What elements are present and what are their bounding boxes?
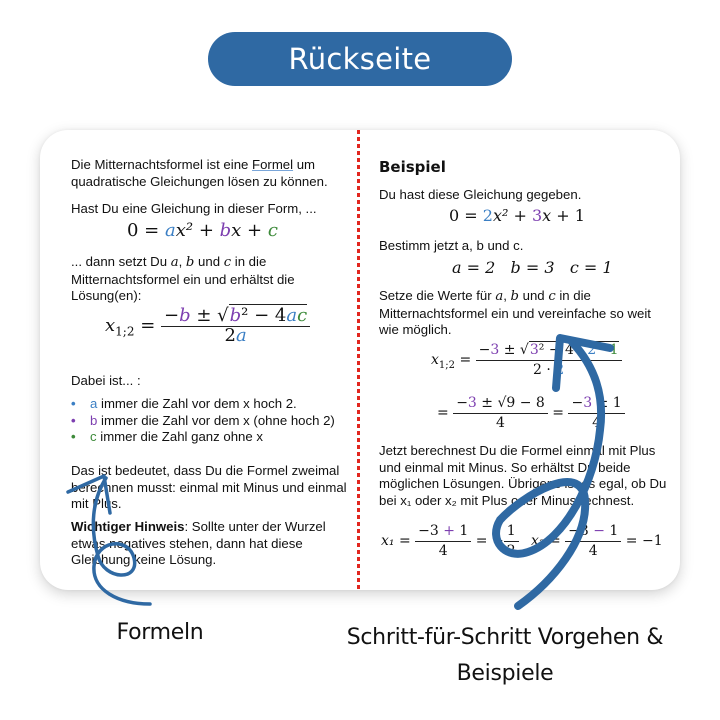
explain-text: Jetzt berechnest Du die Formel einmal mit Plus und einmal mit Minus. So erhältst Du beide möglichen Lösungen. Übrigens ist es egal, ob Du bei x₁ oder x₂ mit Plus oder Minus rechnest.	[379, 443, 667, 508]
list-item-b: • b immer die Zahl vor dem x (ohne hoch 2)	[71, 412, 335, 428]
example-equation: 0 = 2x² + 3x + 1	[449, 206, 585, 225]
insert-text: ... dann setzt Du a, b und c in die Mitternachtsformel ein und erhältst die Lösung(en):	[71, 254, 295, 303]
example-heading: Beispiel	[379, 158, 446, 176]
variable-list	[71, 396, 351, 446]
caption-formeln: Formeln	[116, 620, 204, 645]
twice-text: Das ist bedeutet, dass Du die Formel zweimal berechnen musst: einmal mit Minus und einmal mit Plus.	[71, 463, 347, 511]
caption-schritt-fuer-schritt: Schritt-für-Schritt Vorgehen & Beispiele	[346, 625, 664, 686]
quadratic-formula: $x_{1;2}$ = $\frac{\text{−b ± √b² − 4ac}}{2a}$	[105, 308, 310, 344]
list-item-a: • a immer die Zahl vor dem x hoch 2.	[71, 396, 297, 411]
flashcard-back	[40, 130, 680, 590]
substitute-text: Setze die Werte für a, b und c in die Mitternachtsformel ein und vereinfache so weit wie möglich.	[379, 288, 651, 337]
formel-link[interactable]: Formel	[252, 157, 294, 172]
intro-text: Die Mitternachtsformel ist eine Formel um quadratische Gleichungen lösen zu können.	[71, 157, 328, 189]
solution-x1: x₁ = $\frac{-3 + 1}{4}$ = − $\frac{1}{2}$	[381, 523, 519, 559]
determine-text: Bestimm jetzt a, b und c.	[379, 238, 524, 253]
dabei-label: Dabei ist... :	[71, 373, 141, 388]
page-title-badge	[208, 32, 512, 86]
step2-formula: = $\frac{-3 \pm √9 - 8}{4}$ = $\frac{-3 \pm 1}{4}$	[437, 395, 625, 431]
hint-label: Wichtiger Hinweis	[71, 519, 185, 534]
page-title: Rückseite	[288, 42, 432, 76]
dotted-divider	[357, 130, 360, 590]
general-equation: 0 = ax² + bx + c	[127, 220, 278, 241]
coefficient-values: a = 2 b = 3 c = 1	[452, 258, 613, 277]
form-prompt: Hast Du eine Gleichung in dieser Form, ...	[71, 201, 317, 216]
step1-formula: $x_{1;2}$ = $\frac{\text{−3 ± √3² − 4 · 2 · 1}}{2 \cdot 2}$	[431, 342, 622, 378]
hint-text: Wichtiger Hinweis: Sollte unter der Wurzel etwas negatives stehen, dann hat diese Gleichung keine Lösung.	[71, 519, 326, 567]
given-text: Du hast diese Gleichung gegeben.	[379, 187, 582, 202]
list-item-c: • c immer die Zahl ganz ohne x	[71, 429, 263, 444]
solution-x2: x₂ = $\frac{-3 - 1}{4}$ = −1	[531, 523, 663, 559]
